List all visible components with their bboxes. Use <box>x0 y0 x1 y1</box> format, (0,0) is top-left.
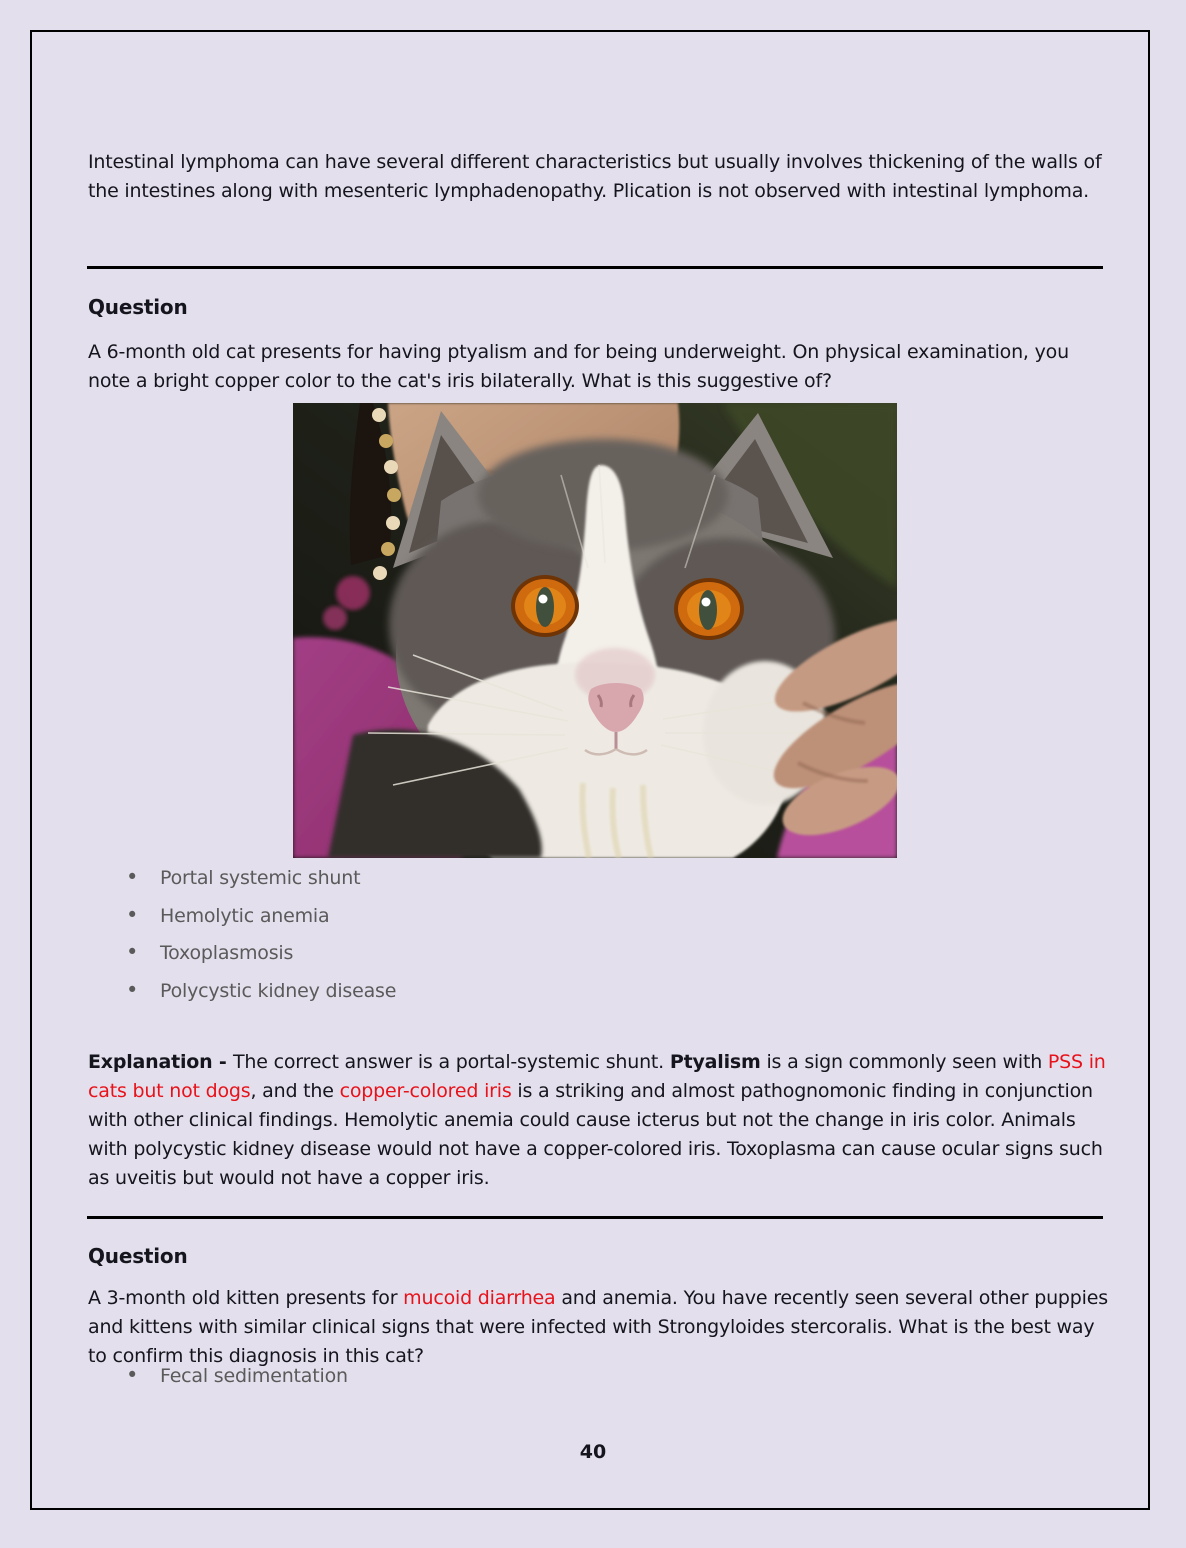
text-segment: copper-colored iris <box>339 1080 512 1102</box>
text-segment: The correct answer is a portal-systemic shunt. <box>233 1051 670 1073</box>
question2-options <box>88 1366 1110 1404</box>
section-divider <box>87 266 1103 269</box>
text-segment: Ptyalism <box>669 1051 761 1073</box>
text-segment: Explanation - <box>88 1051 234 1073</box>
question2-text <box>88 1284 1110 1371</box>
text-segment: A 3-month old kitten presents for <box>88 1287 404 1309</box>
cat-photo-illustration <box>293 403 897 858</box>
answer-option: • Hemolytic anemia <box>88 906 1110 927</box>
text-segment: is a sign commonly seen with <box>760 1051 1048 1073</box>
question1-heading: Question <box>88 295 188 319</box>
page-number: 40 <box>579 1441 607 1463</box>
text-segment: mucoid diarrhea <box>403 1287 556 1309</box>
question1-text: A 6-month old cat presents for having ptyalism and for being underweight. On physical examination, you note a bright copper color to the cat's iris bilaterally. What is this suggestive of? <box>88 341 1069 392</box>
question1-options <box>88 868 1110 1018</box>
text-segment: is a striking and almost pathognomonic finding in conjunction with other clinical findings. Hemolytic anemia could cause icterus but not the change in iris color. Animals with polycystic kidney disease would not have a copper-colored iris. Toxoplasma can cause ocular signs such as uveitis but would not have a copper iris. <box>88 1080 1103 1189</box>
section-divider <box>87 1216 1103 1219</box>
answer-option: • Polycystic kidney disease <box>88 981 1110 1002</box>
explanation-paragraph <box>88 1048 1110 1193</box>
answer-option: • Toxoplasmosis <box>88 943 1110 964</box>
question2-heading: Question <box>88 1244 188 1268</box>
cat-left-eye <box>511 575 579 637</box>
pink-jewelry <box>336 576 370 610</box>
text-segment: , and the <box>250 1080 340 1102</box>
answer-option: • Portal systemic shunt <box>88 868 1110 889</box>
intro-paragraph: Intestinal lymphoma can have several different characteristics but usually involves thickening of the walls of the intestines along with mesenteric lymphadenopathy. Plication is not observed with intestinal lymphoma. <box>88 151 1102 202</box>
cat-right-eye <box>674 578 744 640</box>
question1-photo <box>293 403 897 858</box>
text-segment: PSS in cats but not dogs <box>88 1051 1106 1102</box>
answer-option: • Fecal sedimentation <box>88 1366 1110 1387</box>
text-segment: and anemia. You have recently seen several other puppies and kittens with similar clinical signs that were infected with Strongyloides stercoralis. What is the best way to confirm this diagnosis in this cat? <box>88 1287 1108 1367</box>
